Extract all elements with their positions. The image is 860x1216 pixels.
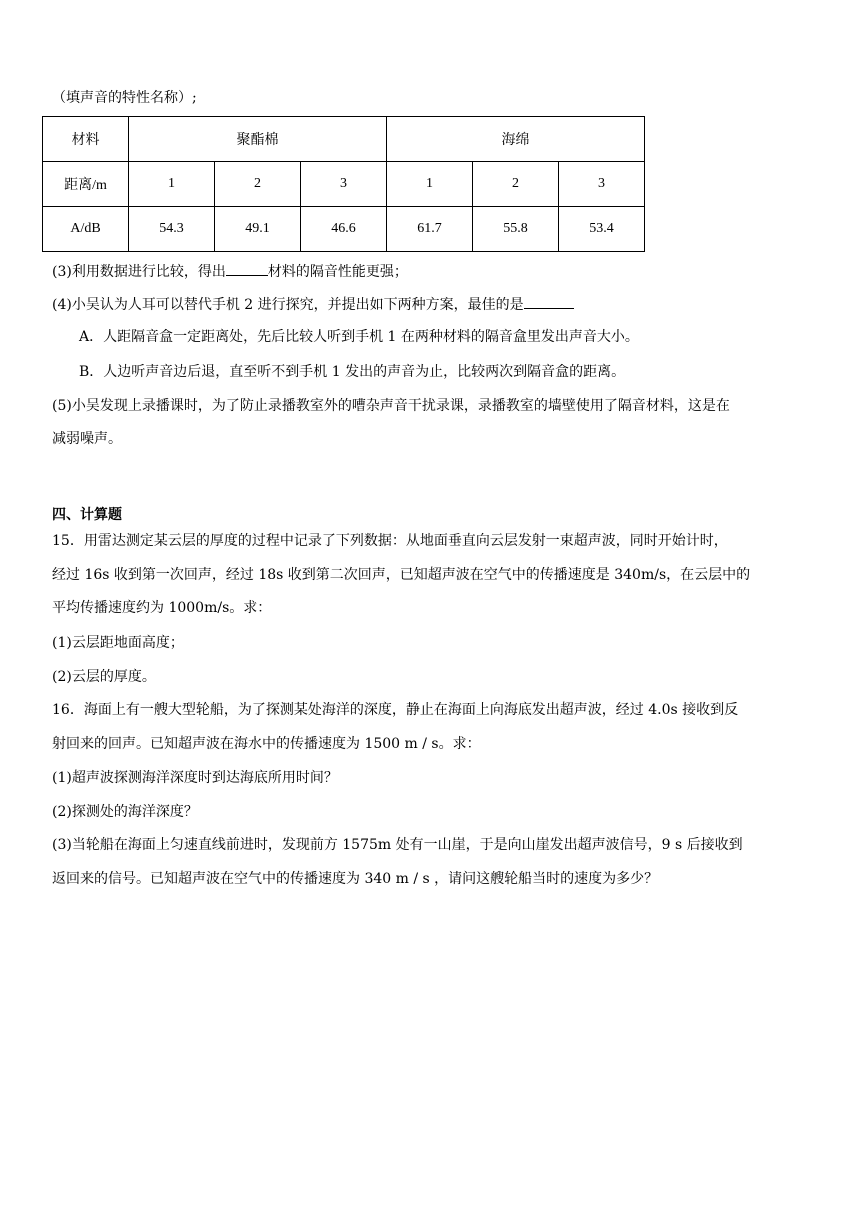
table-header-polyester: 聚酯棉 xyxy=(129,117,387,162)
table-cell: 46.6 xyxy=(301,207,387,252)
option-a: A．人距隔音盒一定距离处，先后比较人听到手机 1 在两种材料的隔音盒里发出声音大小。 xyxy=(79,329,639,345)
question-3-text: (3)利用数据进行比较，得出 xyxy=(52,264,226,280)
problem-15-line1: 15．用雷达测定某云层的厚度的过程中记录了下列数据：从地面垂直向云层发射一束超声波，同时开始计时， xyxy=(52,533,728,549)
problem-16-line2: 射回来的回声。已知超声波在海水中的传播速度为 1500 m / s。求： xyxy=(52,736,481,752)
problem-15-sub2: (2)云层的厚度。 xyxy=(52,669,156,685)
problem-16-sub1: (1)超声波探测海洋深度时到达海底所用时间？ xyxy=(52,770,338,786)
question-5-line2: 减弱噪声。 xyxy=(52,431,122,447)
problem-16-line1: 16．海面上有一艘大型轮船，为了探测某处海洋的深度，静止在海面上向海底发出超声波，经过 4.0s 接收到反 xyxy=(52,702,739,718)
table-cell: 3 xyxy=(301,162,387,207)
problem-15-line2: 经过 16s 收到第一次回声，经过 18s 收到第二次回声，已知超声波在空气中的传播速度是 340m/s，在云层中的 xyxy=(52,567,751,583)
table-row-level xyxy=(43,207,645,252)
table-cell: 49.1 xyxy=(215,207,301,252)
fill-note: （填声音的特性名称）; xyxy=(52,90,197,106)
table-cell: 53.4 xyxy=(559,207,645,252)
question-5-line1: (5)小吴发现上录播课时，为了防止录播教室外的嘈杂声音干扰录课，录播教室的墙壁使用了隔音材料，这是在 xyxy=(52,398,730,414)
problem-15-line3: 平均传播速度约为 1000m/s。求： xyxy=(52,600,272,616)
problem-16-sub2: (2)探测处的海洋深度？ xyxy=(52,804,198,820)
table-cell: 1 xyxy=(129,162,215,207)
answer-blank[interactable] xyxy=(524,294,574,309)
table-cell: 1 xyxy=(387,162,473,207)
question-3-text-end: 材料的隔音性能更强； xyxy=(267,264,408,280)
question-4 xyxy=(52,294,574,315)
table-row-distance xyxy=(43,162,645,207)
question-3 xyxy=(52,261,408,282)
question-4-stem: (4)小吴认为人耳可以替代手机 2 进行探究，并提出如下两种方案，最佳的是 xyxy=(52,297,524,313)
section-heading: 四、计算题 xyxy=(52,507,122,523)
answer-blank[interactable] xyxy=(226,261,268,276)
option-b: B．人边听声音边后退，直至听不到手机 1 发出的声音为止，比较两次到隔音盒的距离。 xyxy=(79,364,626,380)
table-cell: 3 xyxy=(559,162,645,207)
table-row-material xyxy=(43,117,645,162)
table-cell: 距离/m xyxy=(43,162,129,207)
problem-16-sub3-line1: (3)当轮船在海面上匀速直线前进时，发现前方 1575m 处有一山崖，于是向山崖发出超声波信号，9 s 后接收到 xyxy=(52,837,743,853)
sound-insulation-table xyxy=(42,116,645,252)
table-cell: 材料 xyxy=(43,117,129,162)
table-cell: 2 xyxy=(215,162,301,207)
table-cell: A/dB xyxy=(43,207,129,252)
table-cell: 55.8 xyxy=(473,207,559,252)
problem-16-sub3-line2: 返回来的信号。已知超声波在空气中的传播速度为 340 m / s ，请问这艘轮船当时的速度为多少？ xyxy=(52,871,659,887)
table-header-sponge: 海绵 xyxy=(387,117,645,162)
table-cell: 61.7 xyxy=(387,207,473,252)
problem-15-sub1: (1)云层距地面高度； xyxy=(52,635,184,651)
table-cell: 2 xyxy=(473,162,559,207)
table-cell: 54.3 xyxy=(129,207,215,252)
